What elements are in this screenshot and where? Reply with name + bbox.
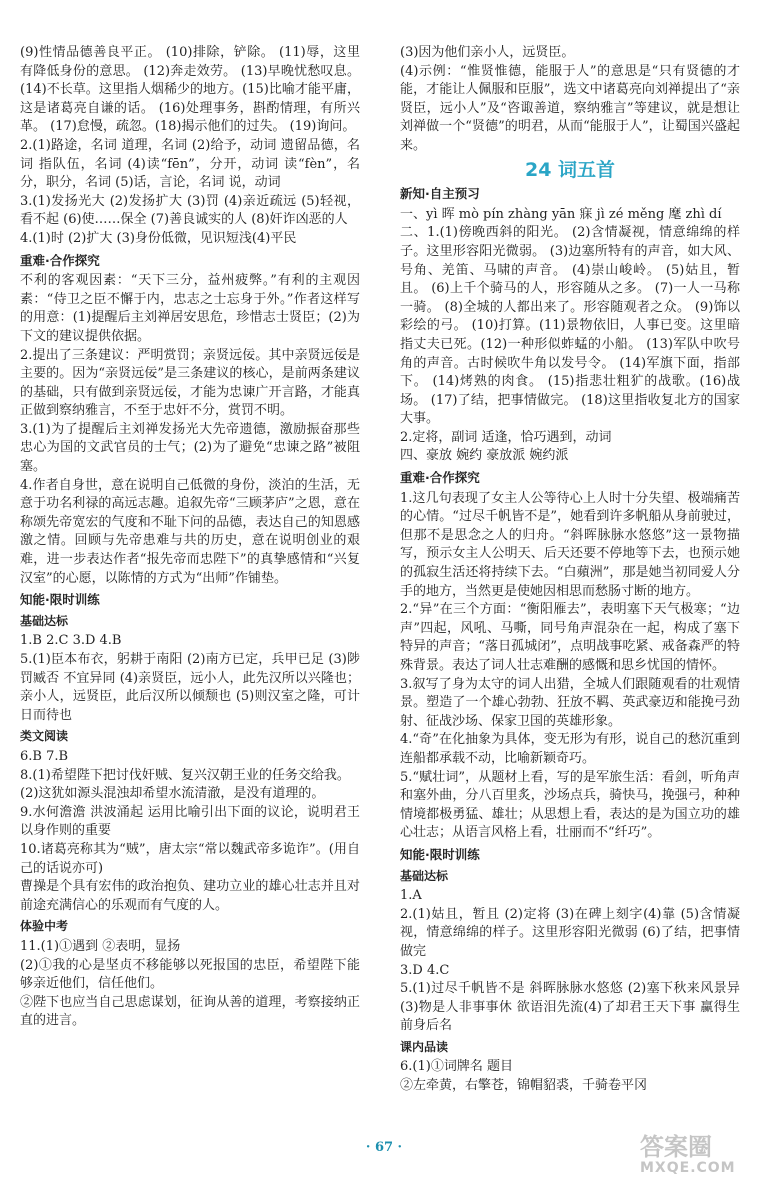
answer-paragraph: 2.(1)姑且，暂且 (2)定将 (3)在碑上刻字(4)靠 (5)含情凝视，情意绵绵的样子。这里形容阳光微弱 (6)了结，把事情做完 [400, 906, 740, 959]
watermark-url: MXQE.COM [640, 1160, 736, 1176]
answer-paragraph: 6.(1)①词牌名 题目 [400, 1059, 513, 1075]
answer-paragraph: 曹操是个具有宏伟的政治抱负、建功立业的雄心壮志并且对前途充满信心的乐观而有气度的人。 [20, 879, 360, 913]
answer-paragraph: 2.“异”在三个方面：“衡阳雁去”，表明塞下天气极寒；“边声”四起，风吼、马嘶，同号角声混杂在一起，构成了塞下特异的声音；“落日孤城闭”，点明战事吃紧、戒备森严的特殊背景。表达了词人壮志难酬的感慨和思乡忧国的情怀。 [400, 602, 740, 673]
left-column [20, 44, 360, 1031]
answer-paragraph: 3.叙写了身为太守的词人出猎，全城人们跟随观看的壮观情景。塑造了一个雄心勃勃、狂放不羁、英武豪迈和能挽弓劲射、征战沙场、保家卫国的英雄形象。 [400, 676, 740, 729]
answer-paragraph: 11.(1)①遇到 ②表明，显扬 [20, 938, 181, 954]
answer-paragraph: 5.(1)臣本布衣，躬耕于南阳 (2)南方已定，兵甲已足 (3)陟罚臧否 不宜异同 (4)亲贤臣，远小人，此先汉所以兴隆也；亲小人，远贤臣，此后汉所以倾颓也 (5)则汉室之隆，可计日而待也 [20, 652, 360, 723]
answer-paragraph: 1.这几句表现了女主人公等待心上人时十分失望、极端痛苦的心情。“过尽千帆皆不是”，她看到许多帆船从身前驶过，但那不是思念之人的归舟。“斜晖脉脉水悠悠”这一景物描写，预示女主人公明天、后天还要不停地等下去，也预示她的孤寂生活还将持续下去。“白蘋洲”，那是她当初同爱人分手的地方，当然更是使她因相思而愁肠寸断的地方。 [400, 490, 740, 599]
subsection-heading: 基础达标 [20, 613, 69, 628]
answer-paragraph: 不利的客观因素：“天下三分，益州疲弊。”有利的主观因素：“侍卫之臣不懈于内，忠志之士忘身于外。”作者这样写的用意：(1)提醒后主刘禅居安思危，珍惜志士贤臣；(2)为下文的建议提供依据。 [20, 273, 360, 344]
lesson-title: 24 词五首 [524, 158, 616, 181]
answer-paragraph: (3)因为他们亲小人，远贤臣。 [400, 45, 575, 60]
subsection-heading: 课内品读 [400, 1039, 449, 1054]
section-heading: 知能·限时训练 [400, 846, 480, 862]
answer-paragraph: ②左牵黄，右擎苍，锦帽貂裘，千骑卷平冈 [400, 1078, 648, 1094]
answer-paragraph: (4)示例：“惟贤惟德，能服于人”的意思是“只有贤德的才能，才能让人佩服和臣服”，选文中诸葛亮向刘禅提出了“亲贤臣，远小人”及“咨诹善道，察纳雅言”等建议，就是想让刘禅做一个“贤德”的明君，从而“能服于人”，让蜀国兴盛起来。 [400, 63, 740, 153]
answer-paragraph: 5.“赋壮词”，从题材上看，写的是军旅生活：看剑，听角声和塞外曲，分八百里炙，沙场点兵，骑快马，挽强弓，种种情境都极勇猛、雄壮；从思想上看，表达的是为国立功的雄心壮志；从语言风格上看，壮丽而不“纤巧”。 [400, 769, 740, 841]
answer-paragraph: 2.定将，副词 适逢，恰巧遇到，动词 [400, 429, 612, 445]
section-heading: 知能·限时训练 [20, 592, 100, 608]
section-heading: 新知·自主预习 [400, 186, 480, 202]
answer-paragraph: (2)这犹如源头混浊却希望水流清澈，是没有道理的。 [20, 786, 325, 802]
answer-paragraph: (2)①我的心是坚贞不移能够以死报国的忠臣，希望陛下能够亲近他们，信任他们。 [20, 957, 360, 992]
answer-paragraph: 5.(1)过尽千帆皆不是 斜晖脉脉水悠悠 (2)塞下秋来风景异 (3)物是人非事事休 欲语泪先流(4)了却君王天下事 赢得生前身后名 [400, 981, 740, 1034]
answer-paragraph: 四、豪放 婉约 豪放派 婉约派 [400, 448, 569, 464]
right-column-top [400, 44, 740, 156]
answer-paragraph: 二、1.(1)傍晚西斜的阳光。 (2)含情凝视，情意绵绵的样子。这里形容阳光微弱。 (3)边塞所特有的声音，如大风、号角、羌笛、马啸的声音。 (4)崇山峻岭。 (5)姑且，暂且。 (6)上千个骑马的人，形容随从之多。 (7)一人一马称一骑。 (8)全城的人都出来了。形容随观者之众。 (9)饰以彩绘的弓。 (10)打算。(11)景物依旧，人事已变。这里暗指丈夫已死。(12)一种形似蚱蜢的小船。 (13)军队中吹号角的声音。古时候吹牛角以发号令。 (14)军旗下面，指部下。 (14)烤熟的肉食。 (15)指悲壮粗犷的战歌。(16)战场。 (17)了结，把事情做完。 (18)这里指收复北方的国家大事。 [400, 225, 740, 427]
right-column-main [400, 185, 740, 1096]
subsection-heading: 体验中考 [20, 919, 69, 934]
answer-paragraph: 8.(1)希望陛下把讨伐奸贼、复兴汉朝王业的任务交给我。 [20, 767, 350, 783]
answer-paragraph: 4.“奇”在化抽象为具体，变无形为有形，说自己的愁沉重到连船都承载不动，比喻新颖奇巧。 [400, 732, 740, 766]
watermark-logo [640, 1134, 760, 1176]
subsection-heading: 类文阅读 [20, 729, 69, 744]
page-number: · 67 · [365, 1140, 403, 1155]
right-column [400, 44, 740, 1096]
answer-paragraph: 4.作者自身世，意在说明自己低微的身份，淡泊的生活，无意于功名利禄的高远志趣。追叙先帝“三顾茅庐”之恩，意在称颂先帝宽宏的气度和不耻下问的品德，表达自己的知恩感激之情。回顾与先帝患难与共的历史，意在说明创业的艰难，进一步表达作者“报先帝而忠陛下”的真挚感情和“兴复汉室”的心愿，以陈情的方式为“出师”作铺垫。 [20, 477, 360, 586]
answer-paragraph: 一、yì 晖 mò pín zhàng yān 寐 jì zé měng 麾 zhì dí [400, 206, 722, 222]
answer-paragraph: 3.(1)发扬光大 (2)发扬扩大 (3)罚 (4)亲近疏远 (5)轻视，看不起 (6)使……保全 (7)善良诚实的人 (8)奸诈凶恶的人 [20, 193, 360, 228]
answer-paragraph: 3.(1)为了提醒后主刘禅发扬光大先帝遗德，激励振奋那些忠心为国的文武官员的士气；(2)为了避免“忠谏之路”被阻塞。 [20, 421, 360, 475]
subsection-heading: 基础达标 [400, 868, 449, 883]
watermark-logo-text: 答案圈 [640, 1133, 712, 1161]
answer-paragraph: 2.(1)路途，名词 道理，名词 (2)给予，动词 遗留品德，名词 指队伍，名词 (4)读“fēn”，分开，动词 读“fèn”，名分，职分，名词 (5)话，言论，名词 说，动词 [20, 137, 360, 191]
answer-paragraph: 4.(1)时 (2)扩大 (3)身份低微，见识短浅(4)平民 [20, 230, 297, 246]
answer-paragraph: 9.水何澹澹 洪波涌起 运用比喻引出下面的议论，说明君王以身作则的重要 [20, 804, 360, 839]
answer-paragraph: (9)性情品德善良平正。 (10)排除，铲除。 (11)辱，这里有降低身份的意思。 (12)奔走效劳。 (13)早晚忧愁叹息。 (14)不长草。这里指人烟稀少的地方。(15)比喻才能平庸，这是诸葛亮自谦的话。 (16)处理事务，斟酌情理，有所兴革。 (17)怠慢，疏忽。(18)揭示他们的过失。 (19)询问。 [20, 45, 360, 135]
section-heading: 重难·合作探究 [20, 252, 100, 268]
answer-paragraph: 3.D 4.C [400, 962, 450, 978]
answer-paragraph: 1.A [400, 888, 422, 904]
answer-paragraph: ②陛下也应当自己思虑谋划，征询从善的道理，考察接纳正直的进言。 [20, 994, 360, 1029]
answer-paragraph: 2.提出了三条建议：严明赏罚；亲贤远佞。其中亲贤远佞是主要的。因为“亲贤远佞”是三条建议的核心，是前两条建议的基础，只有做到亲贤远佞，才能为忠谏广开言路，才能真正做到察纳雅言，不至于忠奸不分，赏罚不明。 [20, 347, 360, 419]
answer-paragraph: 6.B 7.B [20, 748, 69, 764]
section-heading: 重难·合作探究 [400, 470, 480, 486]
answer-paragraph: 1.B 2.C 3.D 4.B [20, 633, 122, 649]
answer-paragraph: 10.诸葛亮称其为“贼”，唐太宗“常以魏武帝多诡诈”。(用自己的话说亦可) [20, 841, 360, 876]
